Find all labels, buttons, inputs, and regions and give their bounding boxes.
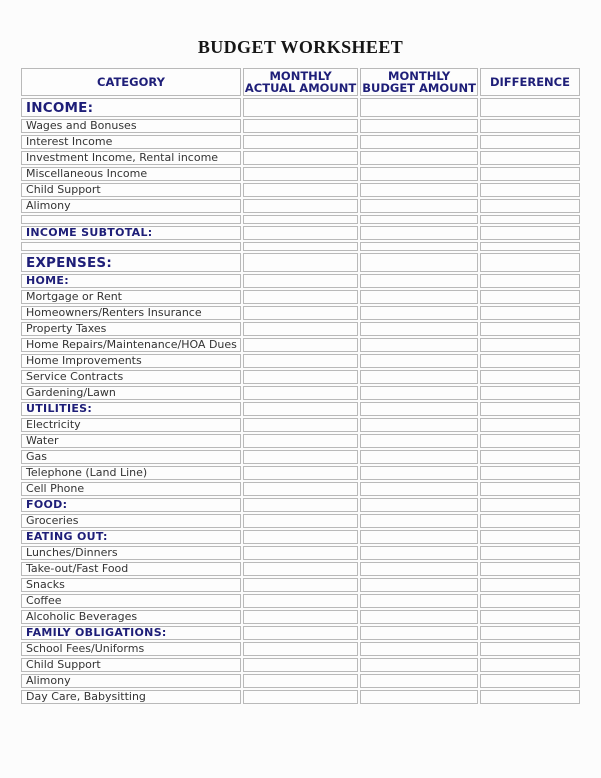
- table-row: [21, 658, 580, 672]
- actual-amount-cell: [243, 274, 358, 288]
- budget-amount-cell: [360, 215, 478, 224]
- difference-cell: [480, 514, 580, 528]
- category-cell: Service Contracts: [21, 370, 241, 384]
- actual-amount-cell: [243, 370, 358, 384]
- table-row: [21, 226, 580, 240]
- actual-amount-cell: [243, 466, 358, 480]
- table-row: [21, 119, 580, 133]
- budget-amount-cell: [360, 450, 478, 464]
- budget-amount-cell: [360, 466, 478, 480]
- budget-amount-cell: [360, 199, 478, 213]
- difference-cell: [480, 306, 580, 320]
- category-cell: Homeowners/Renters Insurance: [21, 306, 241, 320]
- header-line: BUDGET AMOUNT: [362, 81, 476, 95]
- actual-amount-cell: [243, 610, 358, 624]
- actual-amount-cell: [243, 690, 358, 704]
- actual-amount-cell: [243, 306, 358, 320]
- table-row: [21, 578, 580, 592]
- category-cell: Wages and Bonuses: [21, 119, 241, 133]
- category-cell: Snacks: [21, 578, 241, 592]
- header-line: CATEGORY: [97, 75, 165, 89]
- difference-cell: [480, 546, 580, 560]
- difference-cell: [480, 338, 580, 352]
- budget-amount-cell: [360, 370, 478, 384]
- difference-cell: [480, 290, 580, 304]
- header-line: ACTUAL AMOUNT: [244, 81, 357, 95]
- category-cell: Groceries: [21, 514, 241, 528]
- category-cell: Telephone (Land Line): [21, 466, 241, 480]
- budget-amount-cell: [360, 530, 478, 544]
- actual-amount-cell: [243, 98, 358, 117]
- difference-cell: [480, 482, 580, 496]
- budget-amount-cell: [360, 386, 478, 400]
- table-row: [21, 642, 580, 656]
- category-cell: Investment Income, Rental income: [21, 151, 241, 165]
- budget-amount-cell: [360, 546, 478, 560]
- category-cell: Day Care, Babysitting: [21, 690, 241, 704]
- budget-amount-cell: [360, 135, 478, 149]
- difference-cell: [480, 578, 580, 592]
- budget-amount-cell: [360, 242, 478, 251]
- budget-amount-cell: [360, 306, 478, 320]
- actual-amount-cell: [243, 434, 358, 448]
- difference-cell: [480, 466, 580, 480]
- actual-amount-cell: [243, 562, 358, 576]
- budget-amount-cell: [360, 354, 478, 368]
- table-row: [21, 199, 580, 213]
- table-row: [21, 370, 580, 384]
- actual-amount-cell: [243, 183, 358, 197]
- actual-amount-cell: [243, 290, 358, 304]
- category-cell: UTILITIES:: [21, 402, 241, 416]
- category-cell: Interest Income: [21, 135, 241, 149]
- category-cell: Alimony: [21, 199, 241, 213]
- actual-amount-cell: [243, 546, 358, 560]
- actual-amount-cell: [243, 482, 358, 496]
- header-line: DIFFERENCE: [489, 75, 570, 89]
- difference-cell: [480, 215, 580, 224]
- difference-cell: [480, 274, 580, 288]
- actual-amount-cell: [243, 151, 358, 165]
- table-row: [21, 626, 580, 640]
- category-cell: Home Improvements: [21, 354, 241, 368]
- category-cell: EXPENSES:: [21, 253, 241, 272]
- category-cell: Cell Phone: [21, 482, 241, 496]
- category-cell: FAMILY OBLIGATIONS:: [21, 626, 241, 640]
- actual-amount-cell: [243, 167, 358, 181]
- table-row: [21, 610, 580, 624]
- difference-cell: [480, 626, 580, 640]
- budget-amount-cell: [360, 290, 478, 304]
- table-row: [21, 242, 580, 251]
- actual-amount-cell: [243, 354, 358, 368]
- budget-amount-cell: [360, 658, 478, 672]
- actual-amount-cell: [243, 242, 358, 251]
- table-row: [21, 306, 580, 320]
- difference-cell: [480, 135, 580, 149]
- budget-amount-cell: [360, 322, 478, 336]
- category-cell: Miscellaneous Income: [21, 167, 241, 181]
- column-header-monthly-budget-amount: [360, 68, 478, 96]
- budget-amount-cell: [360, 498, 478, 512]
- table-row: [21, 434, 580, 448]
- budget-amount-cell: [360, 594, 478, 608]
- difference-cell: [480, 253, 580, 272]
- actual-amount-cell: [243, 226, 358, 240]
- difference-cell: [480, 98, 580, 117]
- budget-amount-cell: [360, 402, 478, 416]
- actual-amount-cell: [243, 135, 358, 149]
- difference-cell: [480, 183, 580, 197]
- column-header-difference: [480, 68, 580, 96]
- difference-cell: [480, 370, 580, 384]
- budget-amount-cell: [360, 482, 478, 496]
- table-row: [21, 290, 580, 304]
- budget-amount-cell: [360, 514, 478, 528]
- category-cell: Take-out/Fast Food: [21, 562, 241, 576]
- budget-amount-cell: [360, 674, 478, 688]
- category-cell: Gardening/Lawn: [21, 386, 241, 400]
- budget-amount-cell: [360, 167, 478, 181]
- category-cell: INCOME:: [21, 98, 241, 117]
- budget-amount-cell: [360, 690, 478, 704]
- difference-cell: [480, 594, 580, 608]
- table-row: [21, 215, 580, 224]
- table-row: [21, 690, 580, 704]
- category-cell: [21, 242, 241, 251]
- actual-amount-cell: [243, 530, 358, 544]
- table-row: [21, 514, 580, 528]
- header-line: MONTHLY: [269, 69, 332, 83]
- page-title: BUDGET WORKSHEET: [197, 37, 404, 57]
- table-row: [21, 98, 580, 117]
- category-cell: School Fees/Uniforms: [21, 642, 241, 656]
- actual-amount-cell: [243, 199, 358, 213]
- header-line: MONTHLY: [388, 69, 451, 83]
- table-row: [21, 338, 580, 352]
- difference-cell: [480, 642, 580, 656]
- difference-cell: [480, 402, 580, 416]
- table-row: [21, 151, 580, 165]
- actual-amount-cell: [243, 119, 358, 133]
- budget-amount-cell: [360, 562, 478, 576]
- difference-cell: [480, 151, 580, 165]
- budget-amount-cell: [360, 274, 478, 288]
- budget-amount-cell: [360, 253, 478, 272]
- actual-amount-cell: [243, 215, 358, 224]
- budget-amount-cell: [360, 642, 478, 656]
- budget-amount-cell: [360, 418, 478, 432]
- category-cell: Lunches/Dinners: [21, 546, 241, 560]
- category-cell: INCOME SUBTOTAL:: [21, 226, 241, 240]
- actual-amount-cell: [243, 514, 358, 528]
- difference-cell: [480, 418, 580, 432]
- budget-amount-cell: [360, 151, 478, 165]
- difference-cell: [480, 242, 580, 251]
- table-row: [21, 562, 580, 576]
- difference-cell: [480, 450, 580, 464]
- worksheet-body: [21, 98, 580, 704]
- table-row: [21, 546, 580, 560]
- actual-amount-cell: [243, 642, 358, 656]
- difference-cell: [480, 386, 580, 400]
- actual-amount-cell: [243, 498, 358, 512]
- actual-amount-cell: [243, 578, 358, 592]
- actual-amount-cell: [243, 626, 358, 640]
- actual-amount-cell: [243, 594, 358, 608]
- category-cell: Electricity: [21, 418, 241, 432]
- column-header-category: [21, 68, 241, 96]
- actual-amount-cell: [243, 322, 358, 336]
- table-row: [21, 386, 580, 400]
- category-cell: Property Taxes: [21, 322, 241, 336]
- table-row: [21, 530, 580, 544]
- difference-cell: [480, 119, 580, 133]
- table-row: [21, 674, 580, 688]
- budget-amount-cell: [360, 610, 478, 624]
- column-header-monthly-actual-amount: [243, 68, 358, 96]
- category-cell: Alimony: [21, 674, 241, 688]
- actual-amount-cell: [243, 386, 358, 400]
- table-row: [21, 274, 580, 288]
- actual-amount-cell: [243, 418, 358, 432]
- budget-amount-cell: [360, 338, 478, 352]
- actual-amount-cell: [243, 338, 358, 352]
- category-cell: Alcoholic Beverages: [21, 610, 241, 624]
- table-row: [21, 498, 580, 512]
- table-row: [21, 418, 580, 432]
- difference-cell: [480, 226, 580, 240]
- table-row: [21, 135, 580, 149]
- difference-cell: [480, 610, 580, 624]
- table-row: [21, 450, 580, 464]
- category-cell: EATING OUT:: [21, 530, 241, 544]
- budget-amount-cell: [360, 226, 478, 240]
- category-cell: Mortgage or Rent: [21, 290, 241, 304]
- difference-cell: [480, 562, 580, 576]
- table-row: [21, 482, 580, 496]
- budget-amount-cell: [360, 119, 478, 133]
- difference-cell: [480, 674, 580, 688]
- table-row: [21, 253, 580, 272]
- table-row: [21, 354, 580, 368]
- actual-amount-cell: [243, 253, 358, 272]
- difference-cell: [480, 530, 580, 544]
- category-cell: Water: [21, 434, 241, 448]
- category-cell: Child Support: [21, 658, 241, 672]
- header-row: [21, 68, 580, 96]
- table-row: [21, 167, 580, 181]
- budget-amount-cell: [360, 434, 478, 448]
- difference-cell: [480, 658, 580, 672]
- table-row: [21, 402, 580, 416]
- category-cell: HOME:: [21, 274, 241, 288]
- category-cell: Coffee: [21, 594, 241, 608]
- actual-amount-cell: [243, 674, 358, 688]
- table-row: [21, 594, 580, 608]
- budget-amount-cell: [360, 626, 478, 640]
- table-row: [21, 322, 580, 336]
- budget-table: [19, 66, 582, 706]
- table-row: [21, 466, 580, 480]
- budget-amount-cell: [360, 98, 478, 117]
- actual-amount-cell: [243, 658, 358, 672]
- table-row: [21, 183, 580, 197]
- difference-cell: [480, 167, 580, 181]
- difference-cell: [480, 322, 580, 336]
- category-cell: Child Support: [21, 183, 241, 197]
- category-cell: [21, 215, 241, 224]
- budget-amount-cell: [360, 578, 478, 592]
- actual-amount-cell: [243, 402, 358, 416]
- difference-cell: [480, 199, 580, 213]
- difference-cell: [480, 354, 580, 368]
- category-cell: FOOD:: [21, 498, 241, 512]
- category-cell: Gas: [21, 450, 241, 464]
- actual-amount-cell: [243, 450, 358, 464]
- difference-cell: [480, 434, 580, 448]
- difference-cell: [480, 498, 580, 512]
- budget-amount-cell: [360, 183, 478, 197]
- difference-cell: [480, 690, 580, 704]
- category-cell: Home Repairs/Maintenance/HOA Dues: [21, 338, 241, 352]
